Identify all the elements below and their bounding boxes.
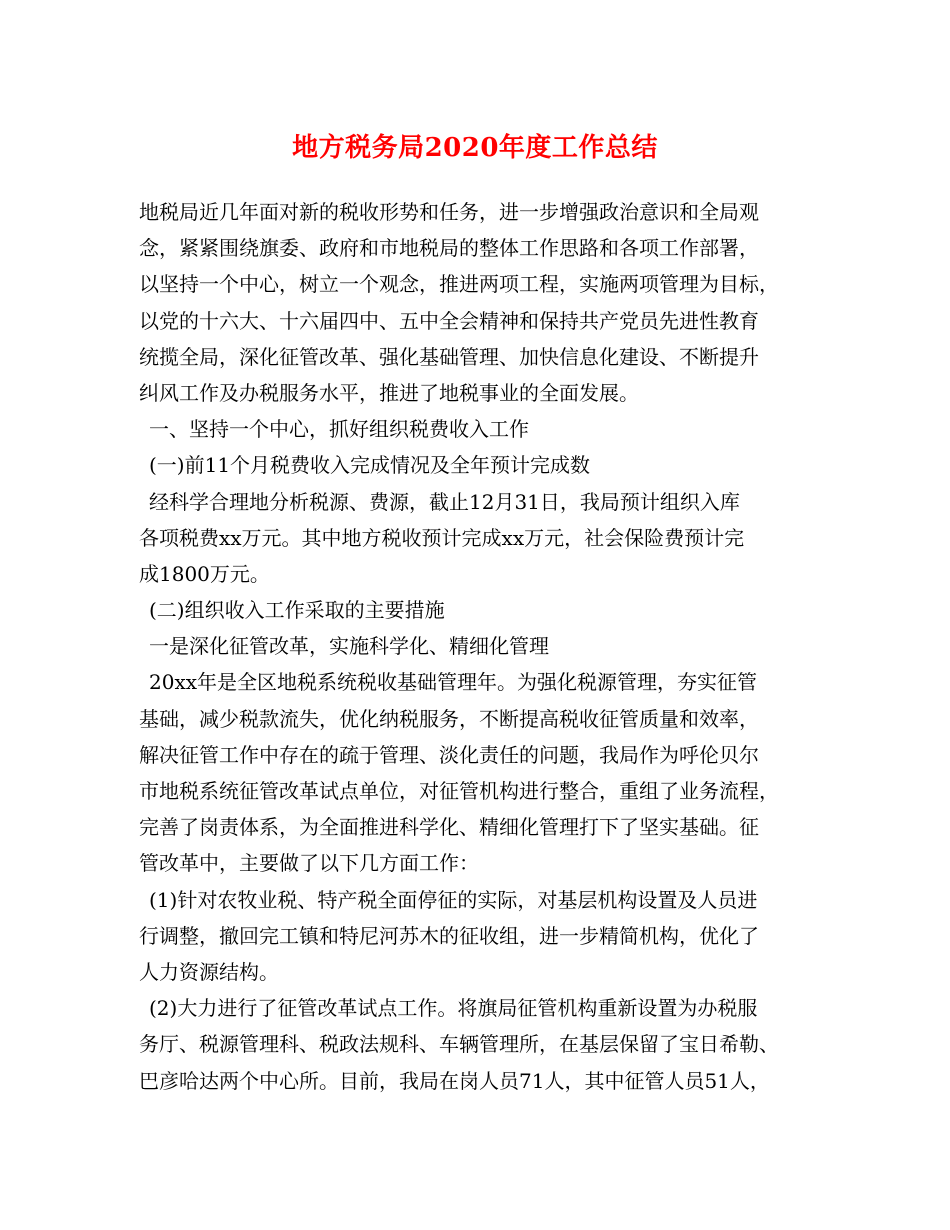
- text-line: 巴彦哈达两个中心所。目前，我局在岗人员71人，其中征管人员51人，: [139, 1068, 770, 1093]
- text-line: 纠风工作及办税服务水平，推进了地税事业的全面发展。: [139, 380, 639, 405]
- text-line: 基础，减少税款流失，优化纳税服务，不断提高税收征管质量和效率，: [139, 706, 759, 731]
- text-line: 各项税费xx万元。其中地方税收预计完成xx万元，社会保险费预计完: [139, 525, 745, 550]
- text-line: 经科学合理地分析税源、费源，截止12月31日，我局预计组织入库: [149, 489, 740, 514]
- text-line: 解决征管工作中存在的疏于管理、淡化责任的问题，我局作为呼伦贝尔: [139, 742, 759, 767]
- text-line: 统揽全局，深化征管改革、强化基础管理、加快信息化建设、不断提升: [139, 344, 759, 369]
- text-line: 一、坚持一个中心，抓好组织税费收入工作: [149, 417, 529, 442]
- text-line: (二)组织收入工作采取的主要措施: [149, 598, 445, 623]
- document-title: 地方税务局2020年度工作总结: [292, 133, 658, 163]
- text-line: 完善了岗责体系，为全面推进科学化、精细化管理打下了坚实基础。征: [139, 815, 759, 840]
- text-line: 以党的十六大、十六届四中、五中全会精神和保持共产党员先进性教育: [139, 308, 759, 333]
- text-line: 地税局近几年面对新的税收形势和任务，进一步增强政治意识和全局观: [139, 200, 759, 224]
- text-line: (2)大力进行了征管改革试点工作。将旗局征管机构重新设置为办税服: [149, 996, 758, 1021]
- text-line: (1)针对农牧业税、特产税全面停征的实际，对基层机构设置及人员进: [149, 887, 758, 912]
- text-line: 市地税系统征管改革试点单位，对征管机构进行整合，重组了业务流程，: [139, 779, 779, 803]
- text-line: 20xx年是全区地税系统税收基础管理年。为强化税源管理，夯实征管: [149, 670, 758, 695]
- document-body: [139, 194, 829, 1099]
- text-line: 人力资源结构。: [139, 959, 279, 984]
- text-line: 行调整，撤回完工镇和特尼河苏木的征收组，进一步精简机构，优化了: [139, 923, 759, 948]
- text-line: (一)前11个月税费收入完成情况及全年预计完成数: [149, 453, 591, 478]
- text-line: 管改革中，主要做了以下几方面工作：: [139, 851, 479, 876]
- text-line: 以坚持一个中心，树立一个观念，推进两项工程，实施两项管理为目标，: [139, 272, 779, 297]
- text-line: 念，紧紧围绕旗委、政府和市地税局的整体工作思路和各项工作部署，: [139, 236, 759, 261]
- text-line: 务厅、税源管理科、税政法规科、车辆管理所，在基层保留了宝日希勒、: [139, 1032, 779, 1057]
- text-line: 一是深化征管改革，实施科学化、精细化管理: [149, 634, 549, 659]
- text-line: 成1800万元。: [139, 561, 270, 586]
